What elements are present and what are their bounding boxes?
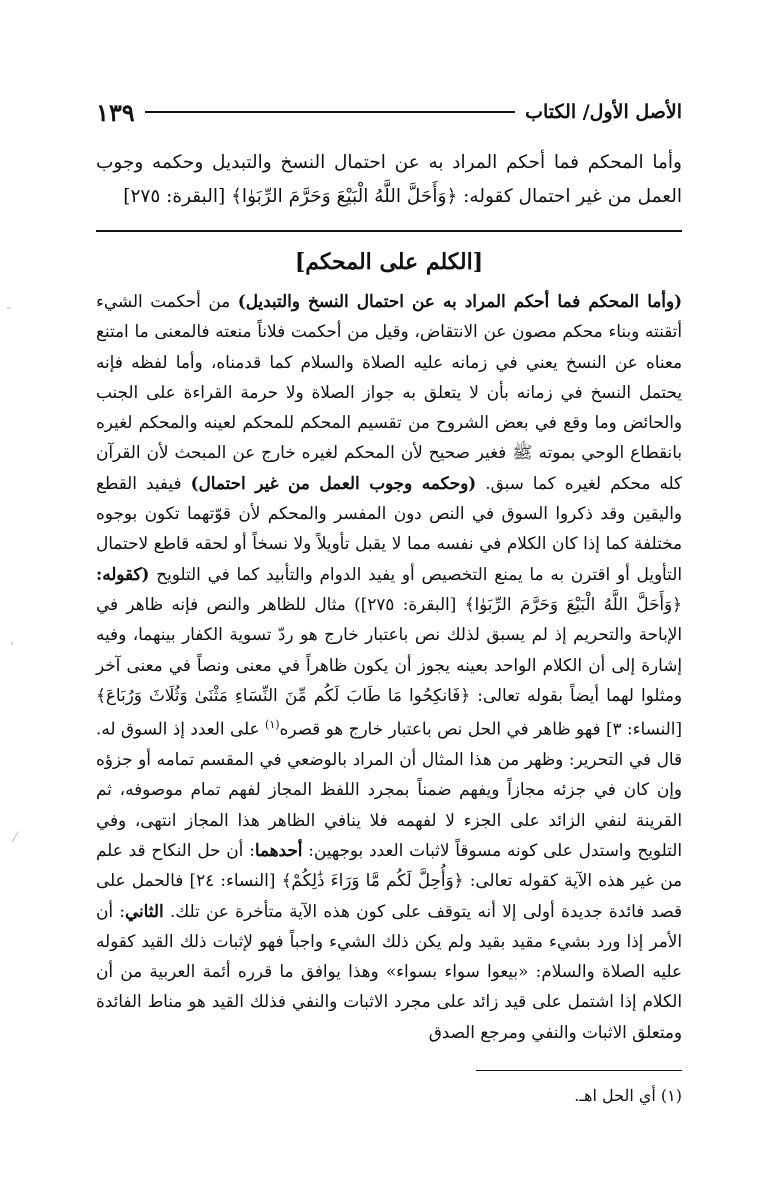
footnote: (١) أي الحل اهـ. bbox=[574, 1086, 682, 1105]
quoted-matn: (وأما المحكم فما أحكم المراد به عن احتمال النسخ والتبديل) bbox=[237, 291, 683, 311]
commentary-text: : أن حل النكاح قد علم من غير هذه الآية كقوله تعالى: ﴿وَأُحِلَّ لَكُم مَّا وَرَاءَ ذَٰلِكُمْ﴾ [النساء: ٢٤] فالحمل على قصد فائدة جديدة أولى إلا أنه يتوقف على كون هذه الآية متأخرة عن تلك. bbox=[96, 839, 683, 921]
commentary-text: على العدد إذ السوق له. قال في التحرير: وظهر من هذا المثال أن المراد بالوضعي في المقسم تمامه أو جزؤه وإن كان في جزئه مجازاً ويفهم ضمناً بمجرد اللفظ المجاز لفهم تمام موصوفه، ثم القرينة لنفي الزائد على الجزء لا لفهمه فلا ينافي الظاهر هذا المجاز انتهى، وفي التلويح واستدل على كونه مسوقاً لاثبات العدد بوجهين: bbox=[96, 718, 683, 860]
commentary-text: فيفيد القطع واليقين وقد ذكروا السوق في النص دون المفسر والمحكم لأن قوّتهما تكون بوجوه مختلفة كما إذا كان الكلام في نفسه مما لا يقبل تأويلاً ولا نسخاً أو لحقه قاطع لاحتمال التأويل أو اقترن به ما يمنع التخصيص أو يفيد الدوام والتأبيد كما في التلويح bbox=[96, 472, 682, 584]
footnote-reference[interactable]: (١) bbox=[265, 718, 280, 732]
section-divider bbox=[96, 230, 682, 232]
point-label: أحدهما bbox=[254, 839, 303, 860]
margin-scan-mark: ' bbox=[10, 640, 14, 656]
footnote-rule bbox=[476, 1070, 682, 1071]
page-number: ١٣٩ bbox=[96, 97, 135, 127]
quoted-matn: (وحكمه وجوب العمل من غير احتمال) bbox=[190, 472, 477, 493]
quoted-matn: (كقوله: bbox=[96, 563, 150, 584]
commentary-text: ﴿وَأَحَلَّ اللَّهُ الْبَيْعَ وَحَرَّمَ الرِّبَوٰا﴾ [البقرة: ٢٧٥]) مثال للظاهر والنص فإنه ظاهر في الإباحة والتحريم إذ لم يسبق لذلك نص باعتبار خارج هو ردّ تسوية الكفار بينهما، وفيه إشارة إلى أن الكلام الواحد بعينه يجوز أن يكون ظاهراً في معنى ونصاً في معنى آخر ومثلوا لهما أيضاً بقوله تعالى: ﴿فَانكِحُوا مَا طَابَ لَكُم مِّنَ النِّسَاءِ مَثْنَىٰ وَثُلَاثَ وَرُبَاعَ﴾ [النساء: ٣] فهو ظاهر في الحل نص باعتبار خارج هو قصره bbox=[96, 593, 682, 739]
main-text-block bbox=[96, 146, 682, 214]
header-rule bbox=[145, 111, 515, 113]
commentary-text: : أن الأمر إذا ورد بشيء مقيد بقيد ولم يكن ذلك الشيء واجباً فهو لإثبات ذلك القيد كقوله عليه الصلاة والسلام: «بيعوا سواء بسواء» وهذا يوافق ما قرره أئمة العربية من أن الكلام إذا اشتمل على قيد زائد على مجرد الاثبات والنفي فذلك القيد هو مناط الفائدة ومتعلق الاثبات والنفي ومرجع الصدق bbox=[96, 900, 682, 1042]
margin-scan-mark: ‐ bbox=[6, 300, 12, 316]
point-label: الثاني bbox=[125, 900, 164, 921]
commentary-text: من أحكمت الشيء أتقنته وبناء محكم مصون عن الانتقاض، وقيل من أحكمت فلاناً منعته فالمعنى ما امتنع معناه عن النسخ يعني في زمانه عليه الصلاة والسلام كما قدمناه، وأما لفظه فإنه يحتمل النسخ في زمانه بأن لا يتعلق به جواز الصلاة ولا حرمة القراءة على الجنب والحائض وما وقع في بعض الشروح من تقسيم المحكم للمحكم لعينه والمحكم لغيره بانقطاع الوحي بموته ﷺ فغير صحيح لأن المحكم لغيره خارج عن المبحث لأن القرآن كله محكم لغيره كما سبق. bbox=[96, 291, 683, 493]
margin-scan-mark: ⁄ bbox=[14, 830, 17, 846]
running-header bbox=[96, 92, 682, 132]
commentary-block bbox=[96, 286, 682, 1047]
commentary-paragraph bbox=[96, 286, 682, 1047]
section-heading: [الكلم على المحكم] bbox=[294, 249, 484, 275]
main-text: وأما المحكم فما أحكم المراد به عن احتمال النسخ والتبديل وحكمه وجوب العمل من غير احتمال كقوله: ﴿وَأَحَلَّ اللَّهُ الْبَيْعَ وَحَرَّمَ الرِّبَوٰا﴾ [البقرة: ٢٧٥] bbox=[96, 152, 682, 207]
running-title: الأصل الأول/ الكتاب bbox=[525, 101, 682, 123]
